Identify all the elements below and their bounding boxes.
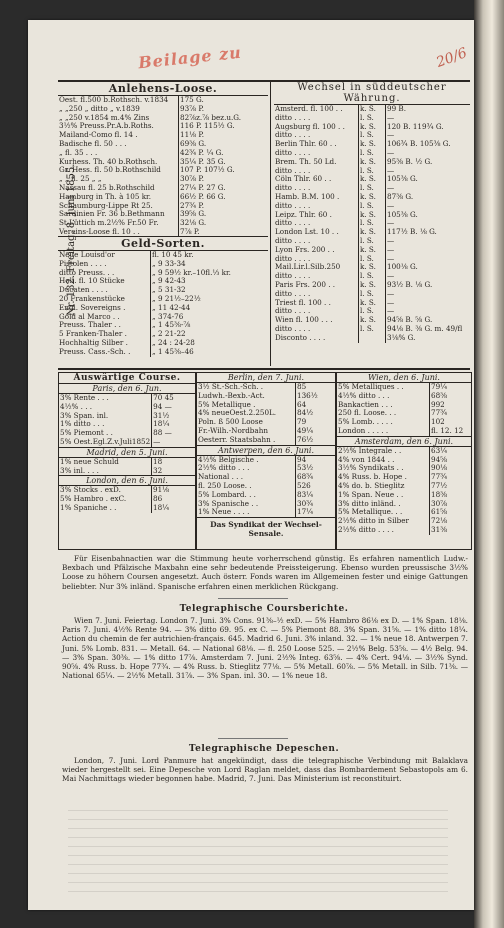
table-cell: k. S. <box>359 193 386 202</box>
table-cell: 17¼ <box>296 508 335 517</box>
table-cell: 93½ B. ⅛ G. <box>386 281 471 290</box>
table-cell: 1% Neue . . . . <box>198 507 250 517</box>
paris-heading: Paris, den 6. Jun. <box>92 384 162 393</box>
table-cell: 117½ B. ⅛ G. <box>386 228 471 237</box>
table-cell: — <box>386 149 471 158</box>
table-cell: Gold al Marco . . <box>59 311 120 321</box>
vertical-masthead: Nr. 132. Freitag, 8. Juni 1855. <box>66 163 77 317</box>
table-cell: ditto . . . . <box>275 218 311 228</box>
table-cell: k. S. <box>359 281 386 290</box>
table-cell: Augsburg fl. 100 . . <box>275 121 345 131</box>
table-cell: Wien fl. 100 . . . <box>275 315 333 325</box>
auswaertige-section <box>58 372 196 550</box>
table-cell: 93⅞ P. <box>179 105 268 114</box>
amsterdam-heading: Amsterdam, den 6. Juni. <box>354 436 454 446</box>
table-cell: — <box>386 255 471 264</box>
table-cell: ditto . . . . <box>275 271 311 281</box>
table-cell: 64 <box>296 401 335 410</box>
table-cell: Berlin Thlr. 60 . . <box>275 139 337 149</box>
anlehens-table <box>58 96 267 237</box>
table-cell: l. S. <box>359 114 386 123</box>
table-cell: 3% inl. . . . <box>60 465 99 475</box>
telegraph-dispatches-title: Telegraphische Depeschen. <box>188 744 340 754</box>
table-cell: k. S. <box>359 299 386 308</box>
table-cell: „ 24 : 24-28 <box>151 339 268 348</box>
table-cell: ditto . . . . <box>275 306 311 316</box>
table-cell: 27¼ P. 27 G. <box>179 184 268 193</box>
table-row <box>58 348 267 357</box>
table-cell: 77¾ <box>430 409 471 418</box>
table-cell: 5 Franken-Thaler . <box>59 329 127 339</box>
table-cell: Leipz. Thlr. 60 . <box>275 209 332 219</box>
table-cell: Hamb. B.M. 100 . <box>275 191 340 201</box>
table-cell: 63¼ <box>430 447 471 456</box>
table-cell: 31⅜ <box>430 526 471 535</box>
table-cell: 5% Metallique . <box>198 399 256 409</box>
table-cell: — <box>386 299 471 308</box>
table-cell: „ „ fl. 25 „ „ <box>59 174 102 184</box>
table-cell: — <box>386 237 471 246</box>
table-cell: 4½% . . . <box>60 401 93 411</box>
table-cell: 20 Frankenstücke <box>59 293 125 303</box>
table-row <box>59 504 194 513</box>
table-cell: 105⅜ G. <box>386 175 471 184</box>
amsterdam-table <box>337 447 470 535</box>
table-cell: — <box>386 290 471 299</box>
table-cell: 94⅝ <box>430 456 471 465</box>
table-cell: 11⅛ P. <box>179 131 268 140</box>
table-cell: l. S. <box>359 202 386 211</box>
table-cell: 18 <box>152 458 195 467</box>
table-cell: „ 1 45⅜–46 <box>151 348 268 357</box>
newspaper-page <box>28 20 474 910</box>
table-cell: 49¼ <box>296 427 335 436</box>
table-cell: Holl. fl. 10 Stücke <box>59 276 125 286</box>
table-cell: 72⅛ <box>430 517 471 526</box>
pencil-annotation-right: 20/6 <box>434 45 470 71</box>
table-cell: Mail.Lir.l.Silb.250 <box>275 262 341 272</box>
wien-section <box>336 372 472 550</box>
table-cell: k. S. <box>359 228 386 237</box>
table-cell: Sardinien Fr. 36 b.Bethmann <box>59 209 165 219</box>
table-cell: 250 fl. Loose. . . <box>338 408 397 418</box>
antwerpen-heading: Antwerpen, den 6. Juni. <box>218 445 314 455</box>
table-cell: 526 <box>296 482 335 491</box>
anlehens-section <box>58 82 268 237</box>
table-cell: London . . . . . <box>338 425 389 435</box>
table-cell: 66½ P. 66 G. <box>179 193 268 202</box>
table-cell <box>359 334 386 343</box>
table-cell: 2½% ditto . . . <box>198 463 250 473</box>
table-row <box>59 467 194 476</box>
table-cell: 79 <box>296 418 335 427</box>
table-cell: 4½% ditto . . . <box>338 390 390 400</box>
table-cell: Ducaten . . . . <box>59 285 108 295</box>
table-cell: 95⅜ B. ½ G. <box>386 158 471 167</box>
table-cell: 5% Lomb. . . . . <box>338 417 393 427</box>
table-cell: 94⅛ B. ⅜ G. m. 49/fl <box>386 325 471 334</box>
table-cell: l. S. <box>359 184 386 193</box>
table-cell: ditto . . . . <box>275 147 311 157</box>
table-cell: 53½ <box>296 464 335 473</box>
table-cell: 100⅛ G. <box>386 263 471 272</box>
table-cell: — <box>386 307 471 316</box>
table-cell: 106¾ B. 105⅜ G. <box>386 140 471 149</box>
table-cell: 94 <box>296 456 335 465</box>
table-cell: 35¼ P. 35 G. <box>179 158 268 167</box>
table-cell: l. S. <box>359 272 386 281</box>
table-cell: k. S. <box>359 158 386 167</box>
table-cell: 1% ditto . . . <box>60 419 105 429</box>
wien-table <box>337 383 470 436</box>
table-cell: Gr. Hess. fl. 50 b.Rothschild <box>59 165 161 175</box>
table-cell: 4% neueOest.2.250L. <box>198 408 277 418</box>
table-cell: — <box>386 167 471 176</box>
table-cell: 79¼ <box>430 383 471 392</box>
table-cell: Engl. Sovereigns . <box>59 302 126 312</box>
table-cell: 87⅜ G. <box>386 193 471 202</box>
table-cell: St.Lüttich m.2½% Fr.50 Fr. <box>59 218 159 228</box>
table-cell: 3% Spanische . . <box>198 498 259 508</box>
table-cell: 76½ <box>296 436 335 445</box>
table-cell: ditto . . . . <box>275 165 311 175</box>
table-row <box>197 436 334 445</box>
table-row <box>59 438 194 447</box>
table-cell: 4% von 1844 . . <box>338 454 395 464</box>
table-cell: 3% ditto inländ. . <box>338 498 401 508</box>
table-cell: 77½ <box>430 482 471 491</box>
table-cell: „ 9 21½–22½ <box>151 295 268 304</box>
wechsel-title: Wechsel in süddeutscher Währung. <box>297 82 447 104</box>
table-cell: l. S. <box>359 219 386 228</box>
table-cell: 32 <box>152 467 195 476</box>
berlin-section <box>196 372 336 550</box>
table-cell: „ 5 31-32 <box>151 286 268 295</box>
table-cell: „ 9 59½ kr.–10fl.⅓ kr. <box>151 269 268 278</box>
table-cell: 5% Metalliques . . <box>338 382 404 391</box>
table-cell: 86 <box>152 495 195 504</box>
table-cell: Fr.-Wilh.-Nordbahn <box>198 425 268 435</box>
table-cell: Amsterd. fl. 100 . . <box>275 104 343 113</box>
table-cell: 3½% Syndikats . . <box>338 463 404 473</box>
table-cell: 91⅛ <box>152 486 195 495</box>
wechsel-table <box>274 105 470 343</box>
table-cell: k. S. <box>359 246 386 255</box>
table-cell: Nassau fl. 25 b.Rothschild <box>59 182 155 192</box>
table-cell: ditto . . . . <box>275 130 311 140</box>
table-cell: 99 B. <box>386 105 471 114</box>
table-cell: Disconto . . . . <box>275 332 326 342</box>
table-cell: 90⅛ <box>430 464 471 473</box>
table-cell: Paris Frs. 200 . . <box>275 279 336 289</box>
table-cell: fl. 250 Loose. . <box>198 480 252 490</box>
telegraph-courses-text: Wien 7. Juni. Feiertag. London 7. Juni. 3% Cons. 91⅜–½ exD. — 5% Hambro 86⅛ ex D. — 1% Span. 18⅛. Paris 7. Juni. 4½% Rente 94. — 3% ditto 69. 95. ex C. — 5% Piemont 88. 3% Span. 31⅝. — 1% ditto 18¼. Action du chemin de fer autrichien-français. 645. Madrid 6. Juni. 3% inland. 32. — 1% neue 18. Antwerpen 7. Juni. 5% Lomb. 831. — Metall. 64. — National 68⅛. — fl. 250 Loose 525. — 2½% Belg. 53⅝. — 4½ Belg. 94. — 3% Span. 30⅜. — 1% ditto 17⅞. Amsterdam 7. Juni. 2½% Integ. 63⅝. — 4% Cert. 94⅛. — 3½% Synd. 90⅝. 4% Russ. b. Hope 77¾. — 4% Russ. b. Stieglitz 77⅛. — 5% Metall. 60⅞. — 5% Metall. in Silb. 71⅜. — National 65¼. — 2½% Metall. 31⅞. — 3% Span. inl. 30. — 1% neue 18. <box>62 616 468 681</box>
madrid-heading: Madrid, den 5. Juni. <box>86 447 168 457</box>
table-cell: k. S. <box>359 263 386 272</box>
table-cell: Neue Louisd'or <box>59 250 115 259</box>
page-edge <box>474 0 504 928</box>
table-cell: ditto Preuss. . . <box>59 267 115 277</box>
table-cell: 84½ <box>296 409 335 418</box>
telegraph-courses-title: Telegraphische Coursberichte. <box>179 604 349 614</box>
table-cell: 94 — <box>152 403 195 412</box>
table-cell: k. S. <box>359 316 386 325</box>
geld-title: Geld-Sorten. <box>121 237 205 250</box>
table-cell: Oest. fl.500 b.Rothsch. v.1834 <box>59 95 169 104</box>
table-cell: l. S. <box>359 237 386 246</box>
table-cell: 105⅜ G. <box>386 211 471 220</box>
table-cell: 3% Span. inl. <box>60 410 109 420</box>
table-cell: 1% neue Schuld <box>60 456 119 466</box>
table-cell: London Lst. 10 . . <box>275 227 339 237</box>
table-cell: 1% Span. Neue . . <box>338 489 404 499</box>
table-cell: 18¼ <box>152 420 195 429</box>
table-cell: Kurhess. Th. 40 b.Rothsch. <box>59 156 158 166</box>
auswaertige-title: Auswärtige Course. <box>73 373 181 383</box>
table-cell: 4% do. b. Stieglitz <box>338 480 405 490</box>
table-cell: 85 <box>296 383 335 392</box>
table-cell: National . . . <box>198 472 244 482</box>
wechsel-section <box>274 82 470 343</box>
table-cell: — <box>386 184 471 193</box>
table-cell: „ 374-76 <box>151 313 268 322</box>
table-cell: Schaumburg-Lippe Rt 25. <box>59 200 153 210</box>
table-cell: 1% Spaniche . . <box>60 502 117 512</box>
table-cell: l. S. <box>359 149 386 158</box>
table-cell: 27¾ P. <box>179 202 268 211</box>
table-cell: 42¾ P. ¼ G. <box>179 149 268 158</box>
table-cell: Mailand-Como fl. 14 . <box>59 130 138 140</box>
table-cell: ditto . . . . <box>275 112 311 122</box>
table-cell: 88 — <box>152 429 195 438</box>
table-cell: 107 P. 107½ G. <box>179 166 268 175</box>
table-cell: „ 9 33-34 <box>151 260 268 269</box>
table-cell: — <box>386 202 471 211</box>
table-cell: 102 <box>430 418 471 427</box>
london-table <box>59 486 194 512</box>
anlehens-title: Anlehens-Loose. <box>108 82 218 95</box>
table-cell: 4½% Belgische . <box>198 454 259 464</box>
table-cell: 3% Stocks . exD. <box>60 485 121 495</box>
table-cell: 5% Hambro . exC. <box>60 494 127 504</box>
show-through-texture <box>68 810 448 900</box>
table-cell: k. S. <box>359 123 386 132</box>
table-cell: Badische fl. 50 . . . <box>59 138 127 148</box>
telegraph-dispatches-text: London, 7. Juni. Lord Panmure hat angekündigt, dass die telegraphische Verbindung mit Balaklava wieder hergestellt sei. Eine Depesche von Lord Raglan meldet, dass das Bombardement Sebastopols am 6. Mai Nachmittags wieder begonnen habe. Madrid, 7. Juni. Das Ministerium ist reconstituirt. <box>62 756 468 784</box>
london-heading: London, den 6. Juni. <box>86 476 168 486</box>
table-cell: — <box>386 219 471 228</box>
table-cell: — <box>386 114 471 123</box>
table-cell: 3½ St.-Sch.-Sch. . <box>198 382 264 391</box>
geld-section <box>58 236 268 357</box>
table-cell: — <box>152 438 195 447</box>
table-cell: — <box>386 246 471 255</box>
table-cell: Poln. ß 500 Loose <box>198 417 263 427</box>
table-cell: 116 P. 115½ G. <box>179 122 268 131</box>
table-cell: 68⅜ <box>430 392 471 401</box>
table-cell: „ 11 42-44 <box>151 304 268 313</box>
table-cell: 3⅛% G. <box>386 334 471 343</box>
table-cell: Oesterr. Staatsbahn . <box>198 434 276 444</box>
antwerpen-table <box>197 456 334 518</box>
table-cell: „ 2 21-22 <box>151 330 268 339</box>
table-cell: l. S. <box>359 290 386 299</box>
table-cell: 83¼ <box>296 491 335 500</box>
table-cell: 3½% Preuss.Pr.A.b.Roths. <box>59 121 154 131</box>
table-cell: 136½ <box>296 392 335 401</box>
table-cell: 94⅝ B. ⅝ G. <box>386 316 471 325</box>
table-cell: 69⅜ G. <box>179 140 268 149</box>
table-cell: „ 1 45⅜-⅞ <box>151 321 268 330</box>
table-cell: Hochhaltig Silber . <box>59 337 128 347</box>
table-cell: 2½% ditto . . . . <box>338 524 394 534</box>
table-cell: 5% Piemont . . <box>60 428 113 438</box>
table-cell: Pistolen . . . . <box>59 258 107 268</box>
table-cell: „ fl. 35 . . . <box>59 147 98 157</box>
table-cell: l. S. <box>359 307 386 316</box>
table-cell: — <box>386 272 471 281</box>
table-cell: 3% Rente . . . <box>60 393 109 402</box>
paris-table <box>59 394 194 447</box>
table-cell: 5% Lombard. . . <box>198 489 256 499</box>
table-cell: Preuss. Cass.-Sch. . <box>59 346 131 356</box>
table-row <box>197 508 334 517</box>
geld-table <box>58 251 267 357</box>
table-cell: k. S. <box>359 105 386 114</box>
table-cell: l. S. <box>359 255 386 264</box>
table-cell: ditto . . . . <box>275 183 311 193</box>
table-cell: 2½% ditto in Silber <box>338 516 409 526</box>
table-cell: Bankactien . . . <box>338 399 393 409</box>
table-cell: l. S. <box>359 167 386 176</box>
table-cell: „ „250 „ ditto „ v.1839 <box>59 103 140 113</box>
berlin-table <box>197 383 334 445</box>
table-cell: „ „250 v.1854 m.4% Zins <box>59 112 150 122</box>
table-cell: 5% Oest.Egl.Z.v.Juli1852 <box>60 436 151 446</box>
table-cell: 70 45 <box>152 394 195 403</box>
table-cell: k. S. <box>359 211 386 220</box>
table-cell: Hamburg in Th. à 105 kr. <box>59 191 151 201</box>
table-cell: ditto . . . . <box>275 235 311 245</box>
table-row <box>274 334 470 343</box>
table-cell: Triest fl. 100 . . <box>275 297 331 307</box>
table-cell: „ 9 42-43 <box>151 277 268 286</box>
table-cell: 82⅞z.⅞ bez.u.G. <box>179 114 268 123</box>
table-cell: 30⅞ <box>430 500 471 509</box>
table-cell: — <box>386 131 471 140</box>
table-cell: 18¼ <box>152 504 195 513</box>
table-cell: 120 B. 119¾ G. <box>386 123 471 132</box>
table-row <box>337 427 470 436</box>
market-commentary: Für Eisenbahnactien war die Stimmung heute vorherrschend günstig. Es erfahren namentlich Ludw.-Bexbach und Pfälzische Maxbahn eine sehr bedeutende Preissteigerung. Ebenso wurden preussische 3½% Loose zu höhern Coursen angesetzt. Auch österr. Fonds waren im Allgemeinen fester und einige Gattungen beliebter. Nur 3% inländ. Spanische erfahren einen merklichen Rückgang. <box>62 554 468 591</box>
table-cell: 32⅛ G. <box>179 219 268 228</box>
table-cell: k. S. <box>359 140 386 149</box>
table-cell: 5% Metallique. . . <box>338 507 403 517</box>
table-cell: 77¾ <box>430 473 471 482</box>
table-cell: 18⅜ <box>430 491 471 500</box>
table-cell: 30⅞ P. <box>179 175 268 184</box>
table-cell: Lyon Frs. 200 . . <box>275 244 335 254</box>
table-cell: Ludwh.-Bexb.-Act. <box>198 390 265 400</box>
table-cell: 992 <box>430 401 471 410</box>
table-cell: l. S. <box>359 131 386 140</box>
table-cell: fl. 10 45 kr. <box>151 251 268 260</box>
table-cell: l. S. <box>359 325 386 334</box>
syndikat-signature: Das Syndikat der Wechsel-Sensale. <box>210 520 322 539</box>
table-cell: 2½% Integrale . . <box>338 445 402 455</box>
pencil-annotation: Beilage zu <box>137 42 243 73</box>
berlin-heading: Berlin, den 7. Juni. <box>227 373 305 382</box>
table-cell: ditto . . . . <box>275 200 311 210</box>
table-cell: ditto . . . . <box>275 253 311 263</box>
table-cell: fl. 12. 12 <box>430 427 471 436</box>
table-cell: ditto . . . . <box>275 323 311 333</box>
table-cell: 31½ <box>152 412 195 421</box>
table-cell: ditto . . . . <box>275 288 311 298</box>
table-cell: 68¾ <box>296 473 335 482</box>
table-cell: k. S. <box>359 175 386 184</box>
table-cell: 175 G. <box>179 96 268 105</box>
table-cell: 61⅝ <box>430 508 471 517</box>
table-cell: 39⅝ G. <box>179 210 268 219</box>
table-cell: Brem. Th. 50 Ld. <box>275 156 337 166</box>
table-cell: 7⅞ P. <box>179 228 268 237</box>
madrid-table <box>59 458 194 476</box>
table-row <box>337 526 470 535</box>
table-cell: Cöln Thlr. 60 . . <box>275 174 332 184</box>
table-cell: Preuss. Thaler . . <box>59 320 121 330</box>
table-cell: Vereins-Loose fl. 10 . . <box>59 226 140 236</box>
wien-heading: Wien, den 6. Juni. <box>368 373 440 382</box>
table-cell: 4% Russ. b. Hope . <box>338 472 407 482</box>
table-cell: 30¾ <box>296 500 335 509</box>
